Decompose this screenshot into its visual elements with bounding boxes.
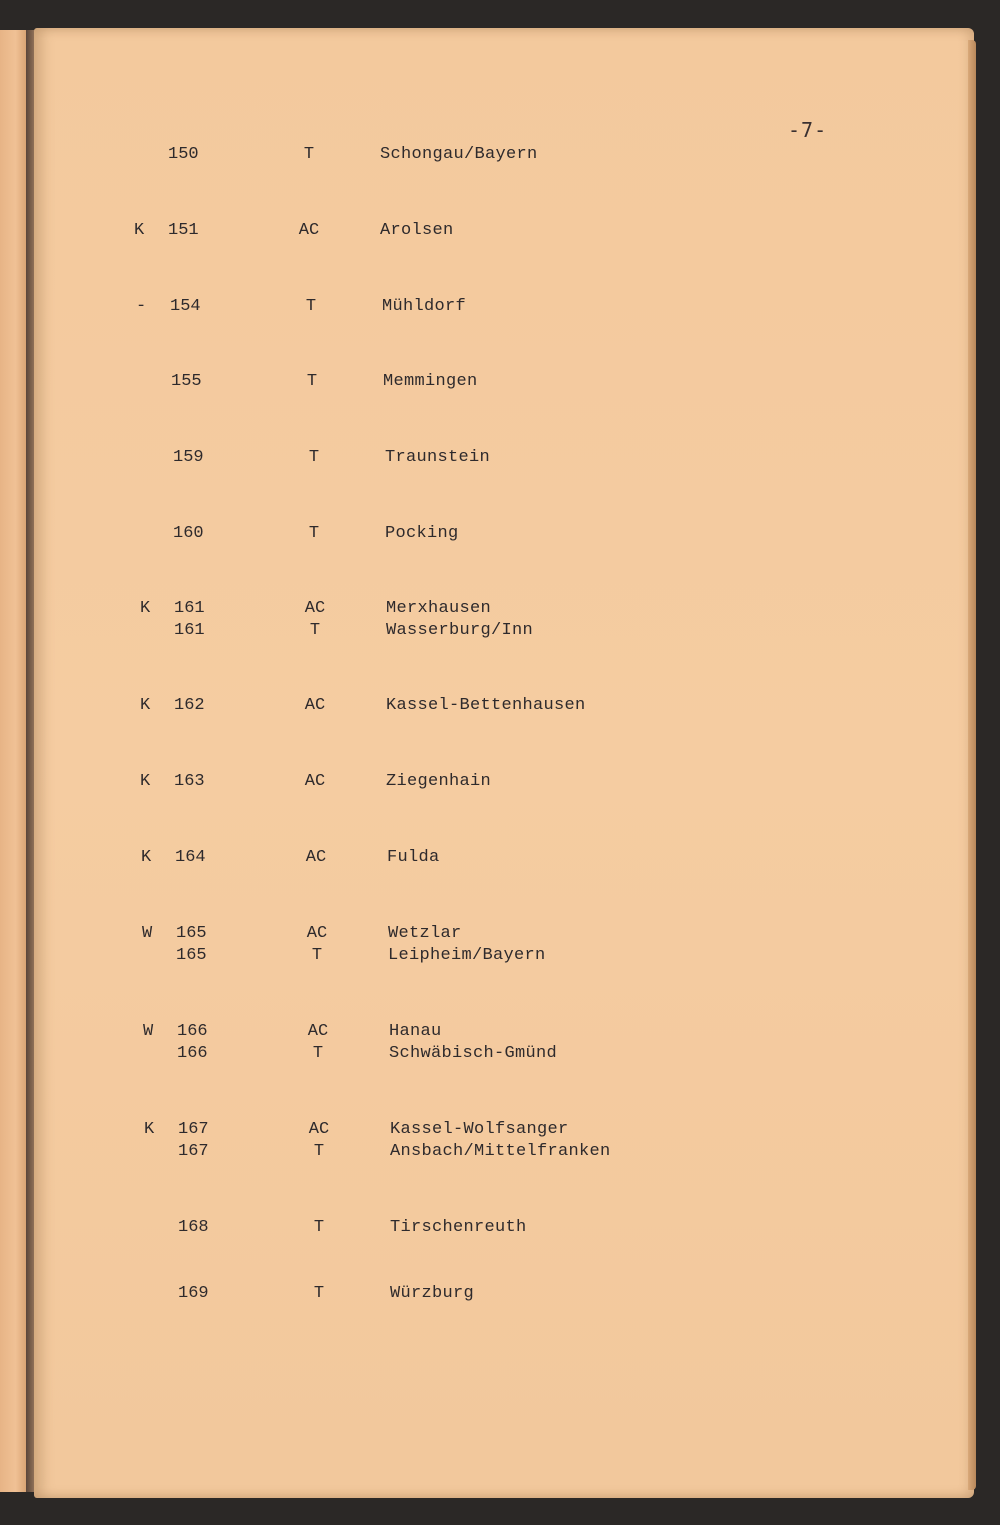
camp-number: 155 (171, 372, 202, 391)
camp-type: T (308, 524, 320, 543)
camp-number: 166 (177, 1022, 208, 1041)
mark: W (142, 924, 153, 943)
mark: - (136, 297, 147, 316)
place-name: Hanau (389, 1022, 442, 1041)
camp-type: AC (306, 924, 328, 943)
camp-number: 151 (168, 221, 199, 240)
place-name: Tirschenreuth (390, 1218, 527, 1237)
mark: K (144, 1120, 155, 1139)
page-number: -7- (788, 118, 828, 142)
mark: W (143, 1022, 154, 1041)
camp-number: 162 (174, 696, 205, 715)
camp-type: T (313, 1284, 325, 1303)
place-name: Traunstein (385, 448, 491, 467)
place-name: Schongau/Bayern (380, 145, 538, 164)
camp-number: 159 (173, 448, 204, 467)
camp-type: AC (308, 1120, 330, 1139)
camp-type: T (313, 1218, 325, 1237)
camp-type: AC (304, 599, 326, 618)
camp-type: T (308, 448, 320, 467)
camp-number: 167 (178, 1142, 209, 1161)
mark: K (140, 599, 151, 618)
camp-type: AC (304, 772, 326, 791)
camp-number: 164 (175, 848, 206, 867)
mark: K (140, 772, 151, 791)
camp-number: 160 (173, 524, 204, 543)
place-name: Leipheim/Bayern (388, 946, 546, 965)
place-name: Schwäbisch-Gmünd (389, 1044, 558, 1063)
camp-type: T (312, 1044, 324, 1063)
camp-number: 154 (170, 297, 201, 316)
place-name: Kassel-Wolfsanger (390, 1120, 569, 1139)
place-name: Wetzlar (388, 924, 462, 943)
place-name: Memmingen (383, 372, 478, 391)
camp-number: 150 (168, 145, 199, 164)
place-name: Arolsen (380, 221, 454, 240)
camp-type: T (313, 1142, 325, 1161)
camp-type: AC (298, 221, 320, 240)
camp-number: 167 (178, 1120, 209, 1139)
place-name: Würzburg (390, 1284, 475, 1303)
camp-type: AC (304, 696, 326, 715)
camp-type: T (306, 372, 318, 391)
place-name: Mühldorf (382, 297, 467, 316)
place-name: Merxhausen (386, 599, 492, 618)
camp-number: 165 (176, 946, 207, 965)
camp-type: T (311, 946, 323, 965)
place-name: Wasserburg/Inn (386, 621, 534, 640)
mark: K (134, 221, 145, 240)
mark: K (140, 696, 151, 715)
camp-number: 165 (176, 924, 207, 943)
camp-number: 161 (174, 621, 205, 640)
place-name: Fulda (387, 848, 440, 867)
camp-type: T (305, 297, 317, 316)
camp-type: AC (307, 1022, 329, 1041)
place-name: Ziegenhain (386, 772, 492, 791)
camp-number: 169 (178, 1284, 209, 1303)
place-name: Ansbach/Mittelfranken (390, 1142, 611, 1161)
camp-type: T (303, 145, 315, 164)
mark: K (141, 848, 152, 867)
camp-type: AC (305, 848, 327, 867)
camp-type: T (309, 621, 321, 640)
camp-number: 161 (174, 599, 205, 618)
camp-number: 163 (174, 772, 205, 791)
camp-number: 168 (178, 1218, 209, 1237)
camp-number: 166 (177, 1044, 208, 1063)
place-name: Kassel-Bettenhausen (386, 696, 586, 715)
place-name: Pocking (385, 524, 459, 543)
